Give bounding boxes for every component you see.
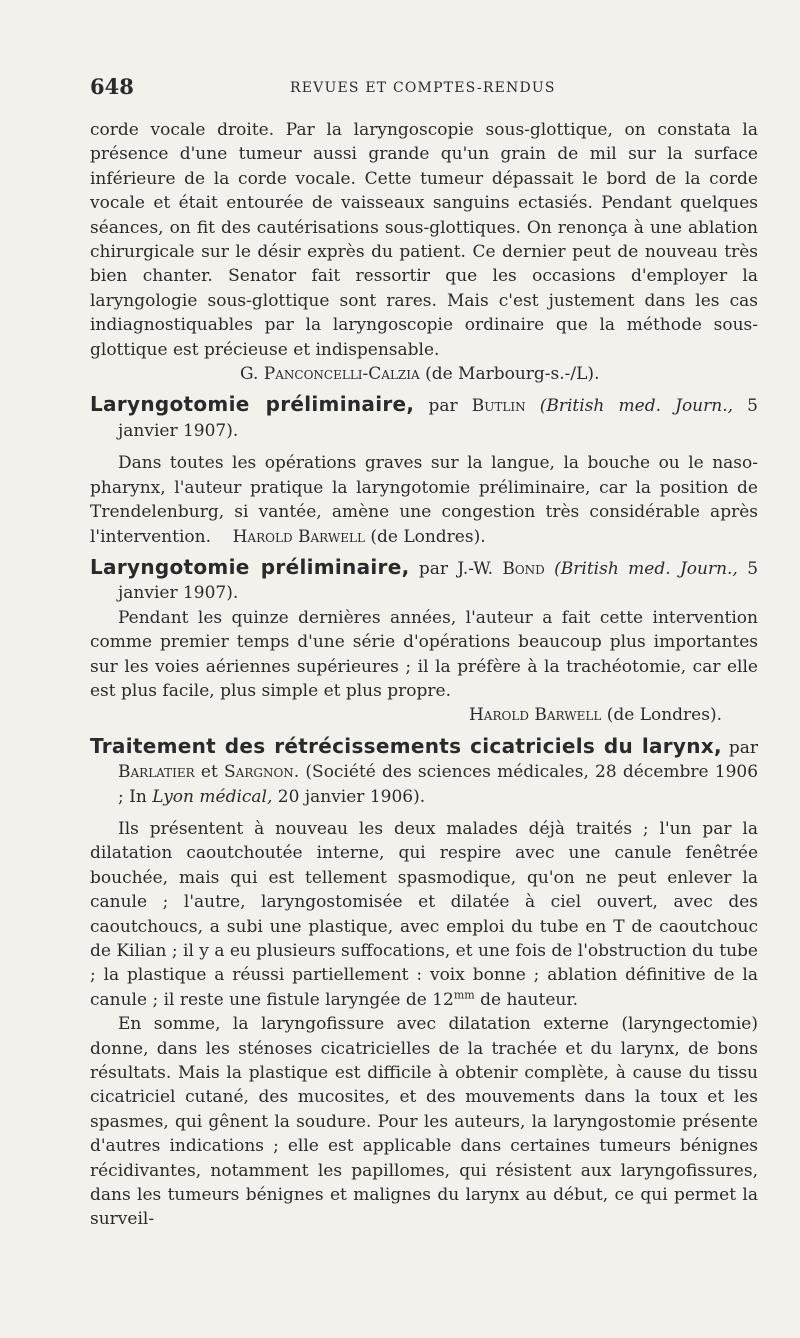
par-word: par <box>418 558 448 579</box>
signature <box>90 703 758 727</box>
page-header <box>90 74 740 102</box>
par-word: par <box>728 737 758 758</box>
signature-place: (de Londres). <box>370 526 486 547</box>
paragraph-continuation: corde vocale droite. Par la laryngoscopie sous-glottique, on constata la présence d'une tumeur aussi grande qu'un grain de mil sur la surface inférieure de la corde vocale. Cette tumeur dépassait le bord de la corde vocale et était entourée de vaisseaux sanguins ectasiés. Pendant quelques séances, on fit des cautérisations sous-glottiques. On renonça à une ablation chirurgicale sur le désir exprès du patient. Ce dernier peut de nouveau très bien chanter. Senator fait ressortir que les occasions d'employer la laryngologie sous-glottique sont rares. Mais c'est justement dans les cas indiagnostiquables par la laryngoscopie ordinaire que la méthode sous-glottique est précieuse et indispensable. <box>90 120 758 360</box>
article-date: 20 janvier 1906). <box>277 786 426 807</box>
article-text <box>90 451 758 549</box>
spacer <box>90 443 758 451</box>
author-initials: J.-W. <box>457 558 493 579</box>
article-text-content: Ils présentent à nouveau les deux malades déjà traités ; l'un par la dilatation caoutchoutée interne, qui respire avec une canule fenêtrée bouchée, mais qui est tellement spasmodique, qu'on ne peut enlever la canule ; l'autre, laryngostomisée et dilatée à ciel ouvert, avec des caoutchoucs, a subi une plastique, avec emploi du tube en T de caoutchouc de Kilian ; il y a eu plusieurs suffocations, et une fois de l'obstruction du tube ; la plastique a réussi partiellement : voix bonne ; ablation définitive de la canule ; il reste une fistule laryngée de 12 <box>90 818 758 1010</box>
signature-place: (de Marbourg-s.-/L). <box>425 364 600 385</box>
article-author: Barlatier <box>118 762 195 783</box>
spacer <box>90 809 758 817</box>
article-author: Bond <box>502 558 545 579</box>
par-word: par <box>428 396 458 417</box>
signature <box>90 362 758 386</box>
article-text <box>90 817 758 1012</box>
article-date: 5 janvier 1907). <box>118 558 759 604</box>
article-source: (Société des sciences médicales, 28 décembre 1906 ; In <box>118 762 759 807</box>
article-text-content: de hauteur. <box>474 989 578 1010</box>
article-heading <box>90 392 758 443</box>
signature-name: Harold Barwell <box>468 705 602 726</box>
article-author: Sargnon. <box>224 762 300 783</box>
article-title: Laryngotomie préliminaire, <box>90 392 415 417</box>
article-text: Pendant les quinze dernières années, l'auteur a fait cette intervention comme premier temps d'une série d'opérations beaucoup plus importantes sur les voies aériennes supérieures ; il la préfère à la trachéotomie, car elle est plus facile, plus simple et plus propre. <box>90 607 758 701</box>
unit-superscript: mm <box>453 988 475 1002</box>
article-title: Laryngotomie préliminaire, <box>90 554 410 579</box>
and-word: et <box>200 762 218 783</box>
article-text-content: Dans toutes les opérations graves sur la langue, la bouche ou le naso-pharynx, l'auteur pratique la laryngotomie préliminaire, car la position de Trendelenburg, si vantée, amène une congestion très considérable après l'intervention. <box>90 453 758 547</box>
signature-name: Harold Barwell <box>232 526 365 547</box>
signature-place: (de Londres). <box>606 705 722 726</box>
article-title: Traitement des rétrécissements cicatriciels du larynx, <box>90 733 722 758</box>
article-heading <box>90 734 758 809</box>
article-source: (British med. Journ., <box>554 558 738 579</box>
article-source: (British med. Journ., <box>539 396 734 417</box>
signature-name: Panconcelli-Calzia <box>263 364 420 385</box>
article-author: Butlin <box>471 396 526 417</box>
article-date: 5 janvier 1907). <box>118 396 758 441</box>
running-head: REVUES ET COMPTES-RENDUS <box>290 80 556 96</box>
page-number: 648 <box>90 74 134 99</box>
article-heading <box>90 555 758 606</box>
signature-initial: G. <box>240 364 259 385</box>
article-text: En somme, la laryngofissure avec dilatation externe (laryngectomie) donne, dans les sténoses cicatricielles de la trachée et du larynx, de bons résultats. Mais la plastique est difficile à obtenir complète, à cause du tissu cicatriciel cutané, des mucosites, et des mouvements dans la toux et les spasmes, qui gênent la soudure. Pour les auteurs, la laryngostomie présente d'autres indications ; elle est applicable dans certaines tumeurs bénignes récidivantes, notamment les papillomes, qui résistent aux laryngofissures, dans les tumeurs bénignes et malignes du larynx au début, ce qui permet la surveil- <box>90 1014 758 1230</box>
page-body <box>90 118 758 1232</box>
journal-name: Lyon médical, <box>152 786 273 807</box>
